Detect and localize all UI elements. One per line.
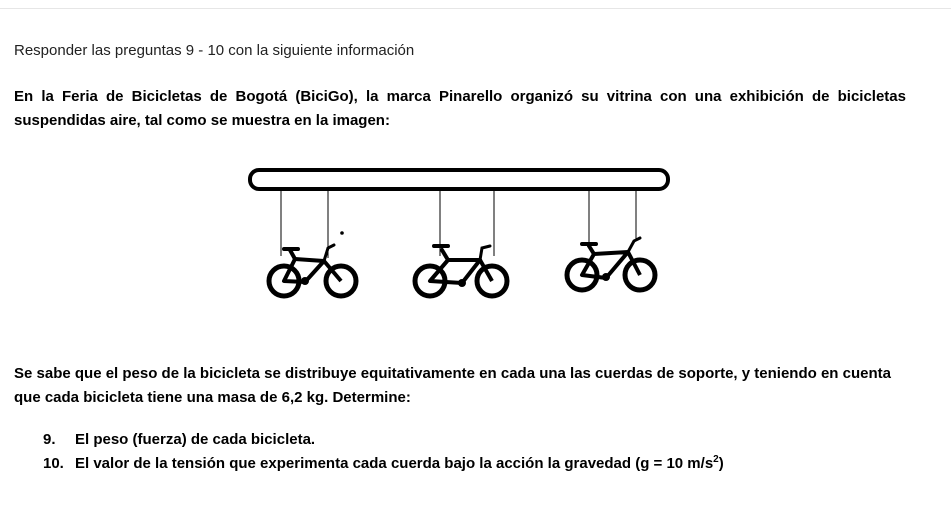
bicycle-icon xyxy=(269,245,356,296)
question-item xyxy=(43,428,724,452)
question-item xyxy=(43,452,724,476)
bicycle-group-1 xyxy=(269,189,356,296)
question-exponent: 2 xyxy=(713,454,719,465)
bicycle-icon xyxy=(415,246,507,296)
question-text: El peso (fuerza) de cada bicicleta. xyxy=(75,431,316,448)
context-paragraph: En la Feria de Bicicletas de Bogotá (BiciGo), la marca Pinarello organizó su vitrina con una exhibición de bicicletas suspendidas aire, tal como se muestra en la imagen: xyxy=(14,88,906,129)
bicycle-display-figure xyxy=(244,166,674,306)
bicycle-icon xyxy=(567,238,655,290)
question-number: 10. xyxy=(43,455,64,472)
question-list xyxy=(43,428,724,476)
bicycle-group-2 xyxy=(415,189,507,296)
instruction-text: Responder las preguntas 9 - 10 con la siguiente información xyxy=(14,42,415,59)
bicycle-group-3 xyxy=(567,189,655,290)
question-text: El valor de la tensión que experimenta cada cuerda bajo la acción la gravedad (g = 10 m/s xyxy=(75,455,714,472)
question-text-end: ) xyxy=(718,455,724,472)
question-number: 9. xyxy=(43,431,56,448)
top-divider xyxy=(0,8,951,9)
problem-statement: Se sabe que el peso de la bicicleta se distribuye equitativamente en cada una las cuerdas de soporte, y teniendo en cuenta que cada bicicleta tiene una masa de 6,2 kg. Determine: xyxy=(14,365,891,406)
support-bar xyxy=(250,170,668,189)
